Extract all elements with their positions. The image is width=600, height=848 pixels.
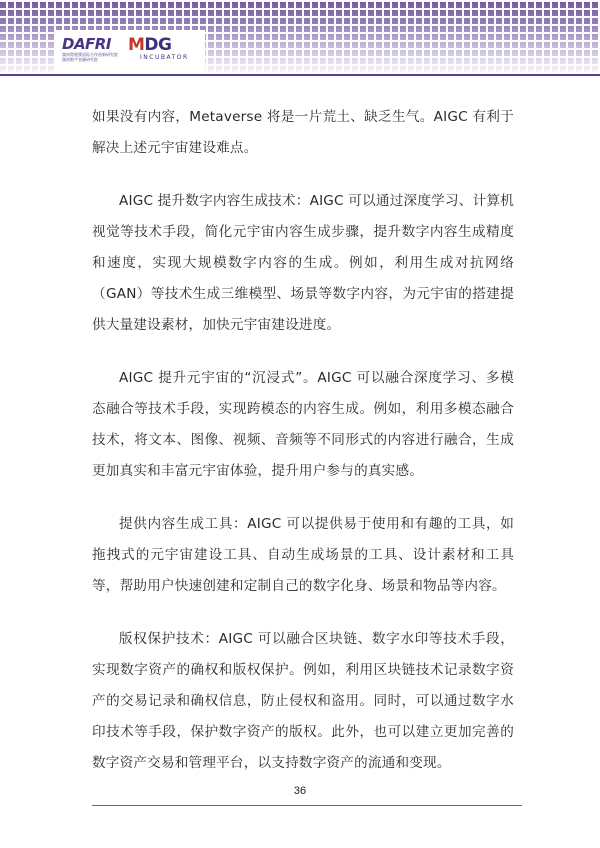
dafri-logo-subtitle-1: 湖南粤港澳国际合作创新研究院 (62, 52, 118, 57)
dafri-logo (62, 36, 126, 68)
mdg-logo-text (128, 36, 192, 54)
paragraph-4: 提供内容生成工具：AIGC 可以提供易于使用和有趣的工具，如拖拽式的元宇宙建设工具、自动生成场景的工具、设计素材和工具等，帮助用户快速创建和定制自己的数字化身、场景和物品等内容。 (92, 516, 514, 594)
mdg-incubator-logo (128, 36, 192, 68)
dafri-logo-subtitle-2: 湖南数字金融研究院 (62, 57, 98, 62)
mdg-logo-m: M (128, 35, 145, 55)
mdg-logo-subtitle: INCUBATOR (140, 54, 189, 61)
paragraph-5: 版权保护技术：AIGC 可以融合区块链、数字水印等技术手段，实现数字资产的确权和版权保护。例如，利用区块链技术记录数字资产的交易记录和确权信息，防止侵权和盗用。同时，可以通过数字水印技术等手段，保护数字资产的版权。此外，也可以建立更加完善的数字资产交易和管理平台，以支持数字资产的流通和变现。 (92, 631, 514, 771)
page-content (92, 102, 514, 801)
mdg-logo-rest: DG (144, 35, 172, 55)
dafri-logo-text: DAFRI (62, 35, 111, 53)
page-number: 36 (293, 785, 307, 797)
paragraph-2: AIGC 提升数字内容生成技术：AIGC 可以通过深度学习、计算机视觉等技术手段，简化元宇宙内容生成步骤，提升数字内容生成精度和速度，实现大规模数字内容的生成。例如，利用生成对抗网络（GAN）等技术生成三维模型、场景等数字内容，为元宇宙的搭建提供大量建设素材，加快元宇宙建设进度。 (92, 193, 514, 333)
footer-divider (92, 805, 522, 806)
paragraph-1: 如果没有内容，Metaverse 将是一片荒土、缺乏生气。AIGC 有利于解决上述元宇宙建设难点。 (92, 109, 514, 156)
paragraph-3: AIGC 提升元宇宙的“沉浸式”。AIGC 可以融合深度学习、多模态融合等技术手段，实现跨模态的内容生成。例如，利用多模态融合技术，将文本、图像、视频、音频等不同形式的内容进行融合，生成更加真实和丰富元宇宙体验，提升用户参与的真实感。 (92, 370, 514, 479)
header-divider (0, 74, 600, 76)
